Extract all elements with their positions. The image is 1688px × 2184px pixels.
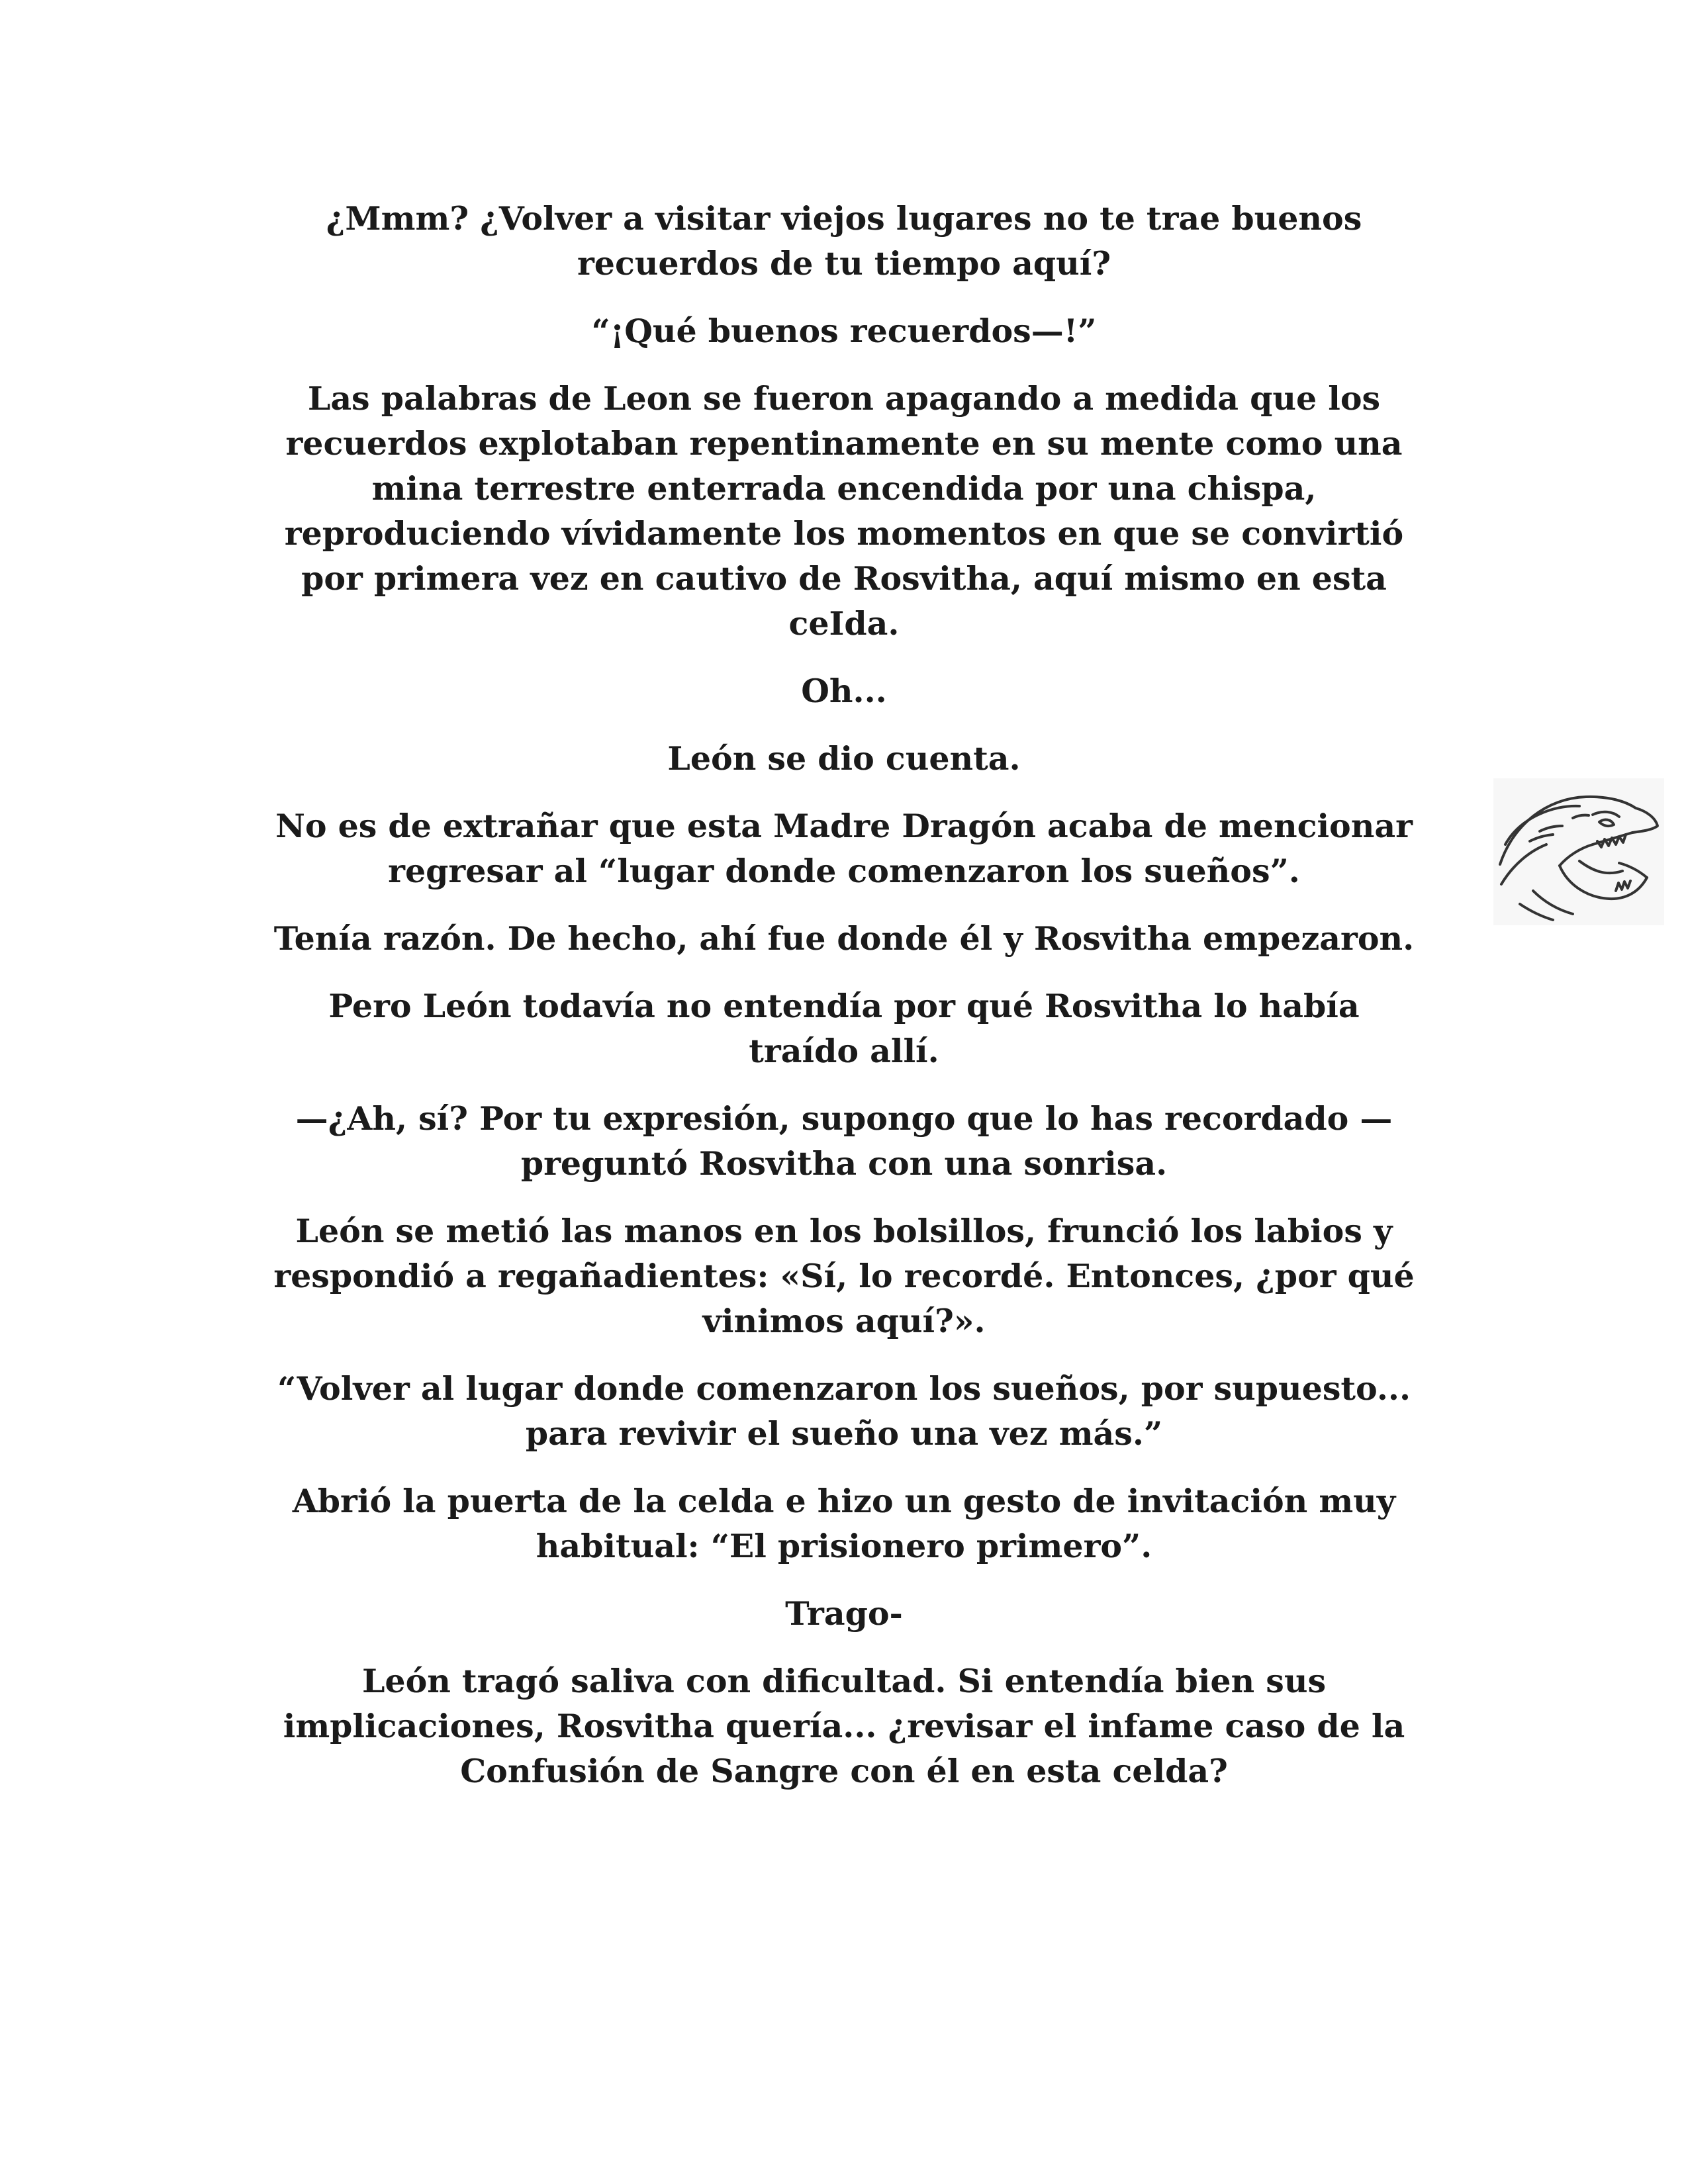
paragraph-9: —¿Ah, sí? Por tu expresión, supongo que lo has recordado — preguntó Rosvitha con una sonrisa. [295,1099,1393,1183]
dragon-head-icon [1493,778,1664,925]
paragraph-6: No es de extrañar que esta Madre Dragón acaba de mencionar regresar al “lugar donde comenzaron los sueños”. [275,807,1413,890]
paragraph-4: Oh... [801,672,887,710]
paragraph-11: “Volver al lugar donde comenzaron los sueños, por supuesto... para revivir el sueño una vez más.” [277,1369,1411,1453]
paragraph-12: Abrió la puerta de la celda e hizo un gesto de invitación muy habitual: “El prisionero primero”. [292,1482,1396,1565]
paragraph-1: ¿Mmm? ¿Volver a visitar viejos lugares no te trae buenos recuerdos de tu tiempo aquí? [326,199,1362,283]
paragraph-10: León se metió las manos en los bolsillos, frunció los labios y respondió a regañadientes: «Sí, lo recordé. Entonces, ¿por qué vinimos aquí?». [273,1212,1415,1340]
paragraph-7: Tenía razón. De hecho, ahí fue donde él y Rosvitha empezaron. [273,919,1415,958]
paragraph-14: León tragó saliva con dificultad. Si entendía bien sus implicaciones, Rosvitha quería... ¿revisar el infame caso de la Confusión de Sangre con él en esta celda? [283,1662,1405,1790]
paragraph-2: “¡Qué buenos recuerdos—!” [591,312,1097,350]
paragraph-3: Las palabras de Leon se fueron apagando a medida que los recuerdos explotaban repentinamente en su mente como una mina terrestre enterrada encendida por una chispa, reproduciendo vívidamente los momentos en que se convirtió por primera vez en cautivo de Rosvitha, aquí mismo en esta ceIda. [284,379,1404,643]
paragraph-13: Trago- [785,1594,903,1633]
document-body [225,196,1463,1816]
paragraph-8: Pero León todavía no entendía por qué Rosvitha lo había traído allí. [328,987,1360,1070]
paragraph-5: León se dio cuenta. [667,739,1021,778]
